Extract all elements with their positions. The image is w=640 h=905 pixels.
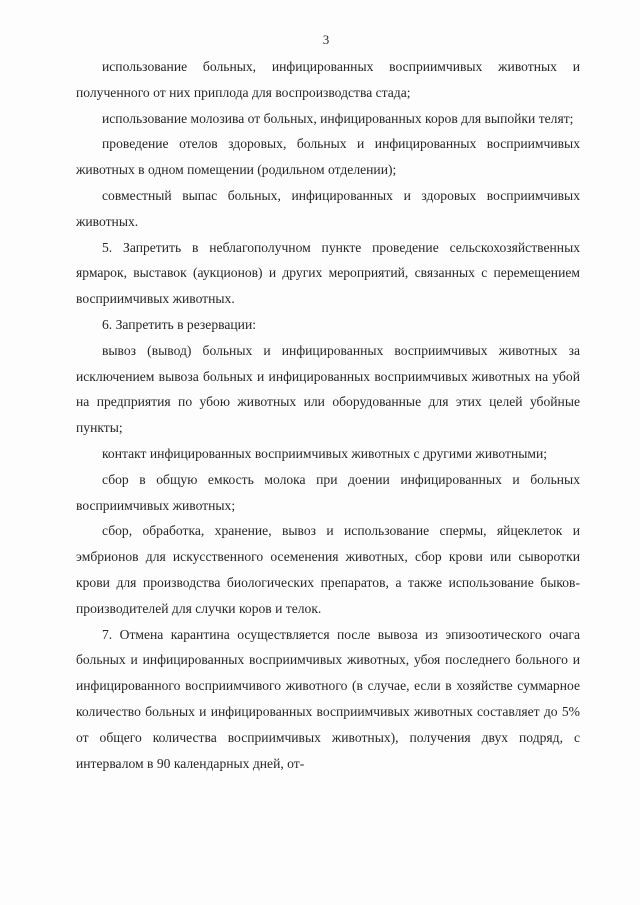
paragraph-item-5: 5. Запретить в неблагополучном пункте проведение сельскохозяйственных ярмарок, выставок (аукционов) и других мероприятий, связанных с перемещением восприимчивых животных. xyxy=(76,239,580,307)
paragraph-item-7: 7. Отмена карантина осуществляется после вывоза из эпизоотического очага больных и инфицированных восприимчивых животных, убоя последнего больного и инфицированного восприимчивого животного (в случае, если в хозяйстве суммарное количество больных и инфицированных восприимчивых животных составляет до 5% от общего количества восприимчивых животных), получения двух подряд, с интервалом в 90 календарных дней, от- xyxy=(76,626,580,771)
paragraph: контакт инфицированных восприимчивых животных с другими животными; xyxy=(102,445,548,461)
paragraph: сбор в общую емкость молока при доении инфицированных и больных восприимчивых животных; xyxy=(76,471,580,513)
page-number: 3 xyxy=(322,32,330,47)
paragraph: использование больных, инфицированных восприимчивых животных и полученного от них приплода для воспроизводства стада; xyxy=(76,59,580,100)
paragraph-item-6: 6. Запретить в резервации: xyxy=(102,316,257,332)
paragraph: проведение отелов здоровых, больных и инфицированных восприимчивых животных в одном помещении (родильном отделении); xyxy=(76,136,580,178)
paragraph: вывоз (вывод) больных и инфицированных восприимчивых животных за исключением вывоза больных и инфицированных восприимчивых животных на убой на предприятия по убою животных или оборудованные для этих целей убойные пункты; xyxy=(76,342,580,436)
document-body xyxy=(76,54,580,776)
paragraph: совместный выпас больных, инфицированных и здоровых восприимчивых животных. xyxy=(76,187,580,229)
paragraph: использование молозива от больных, инфицированных коров для выпойки телят; xyxy=(102,110,574,126)
paragraph: сбор, обработка, хранение, вывоз и использование спермы, яйцеклеток и эмбрионов для искусственного осеменения животных, сбор крови или сыворотки крови для производства биологических препаратов, а также использование быков-производителей для случки коров и телок. xyxy=(76,523,580,616)
